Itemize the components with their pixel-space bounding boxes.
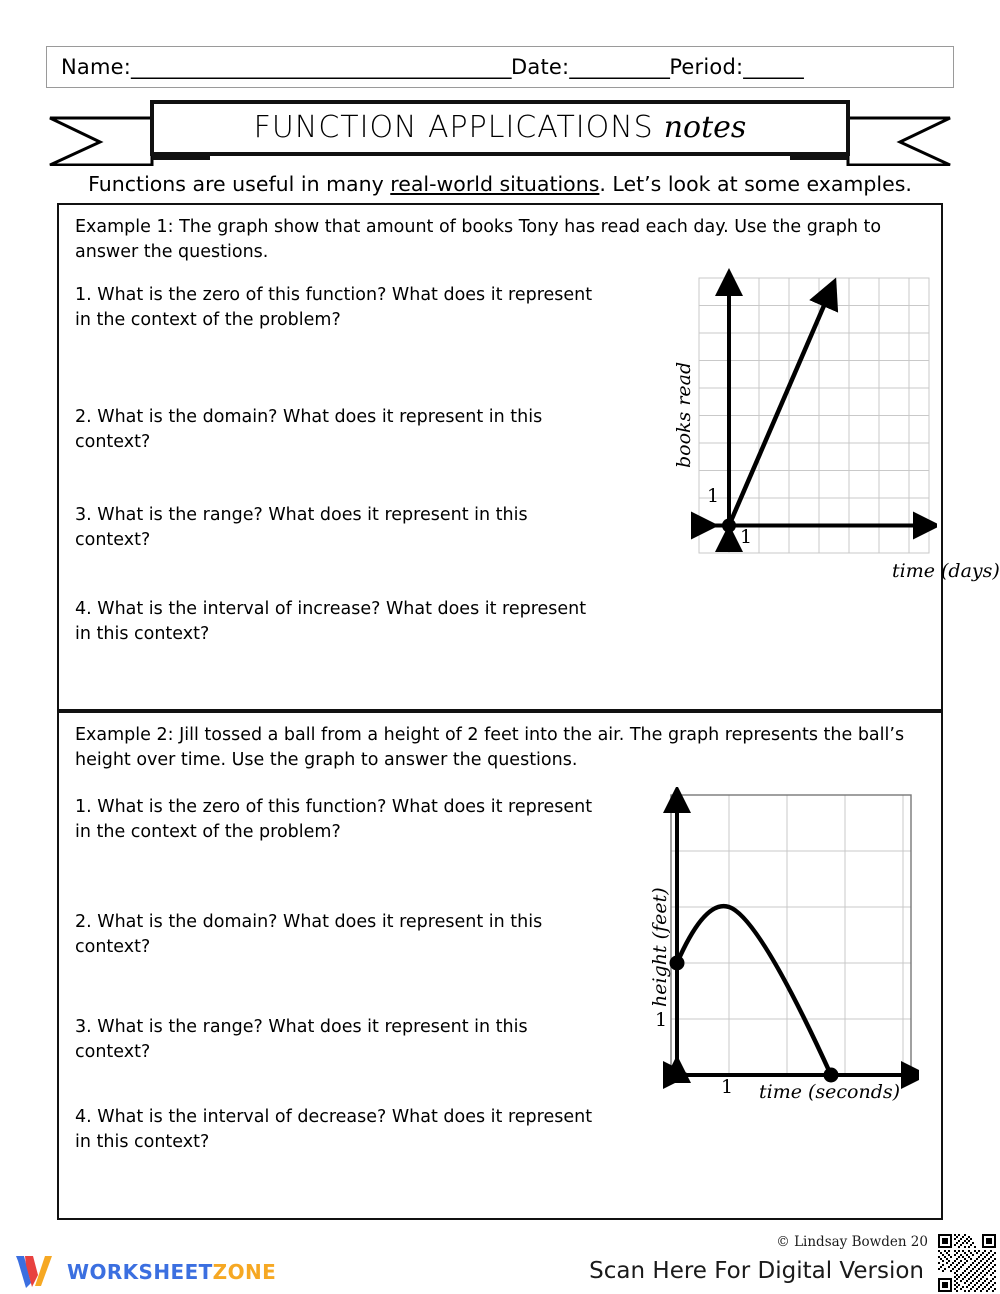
graph-1-line-series — [729, 294, 829, 526]
example-2-box — [57, 711, 943, 1220]
example-2-question-4: 4. What is the interval of decrease? What does it represent in this context? — [75, 1107, 593, 1153]
graph-2-y-tick-label: 1 — [655, 1009, 668, 1031]
intro-before: Functions are useful in many — [88, 172, 391, 196]
graph-2-x-axis-label: time (seconds) — [759, 1081, 901, 1103]
intro-underlined: real-world situations — [390, 172, 600, 196]
worksheet-zone-w-icon — [14, 1253, 58, 1291]
graph-1-origin-point — [722, 519, 736, 533]
worksheet-zone-logo[interactable] — [14, 1253, 276, 1291]
date-blank-line[interactable]: __________ — [569, 55, 670, 79]
example-1-question-1: 1. What is the zero of this function? What does it represent in the context of the problem? — [75, 285, 593, 331]
graph-1-x-tick-label: 1 — [740, 526, 753, 548]
graph-1-y-axis-label: books read — [673, 361, 695, 468]
banner-title-script: notes — [663, 109, 747, 145]
example-1-graph — [637, 268, 1000, 582]
graph-2-start-point — [670, 956, 685, 971]
example-1-prompt: Example 1: The graph show that amount of books Tony has read each day. Use the graph to answer the questions. — [75, 217, 882, 263]
title-banner — [42, 98, 958, 166]
logo-text-worksheet: WORKSHEET — [67, 1260, 213, 1284]
graph-2-svg — [599, 787, 919, 1107]
graph-2-gridlines — [671, 795, 911, 1075]
scan-prompt-text: Scan Here For Digital Version — [589, 1258, 924, 1284]
example-1-question-4: 4. What is the interval of increase? What does it represent in this context? — [75, 599, 587, 645]
example-1-box — [57, 203, 1000, 711]
period-label: Period: — [669, 55, 744, 79]
example-2-graph — [599, 787, 919, 1107]
date-label: Date: — [511, 55, 570, 79]
example-1-question-2: 2. What is the domain? What does it represent in this context? — [75, 407, 543, 453]
student-info-row — [61, 55, 803, 79]
logo-text-zone: ZONE — [212, 1260, 277, 1284]
example-1-question-3: 3. What is the range? What does it represent in this context? — [75, 505, 528, 551]
banner-title-main: FUNCTION APPLICATIONS — [253, 109, 654, 145]
intro-sentence — [0, 172, 1000, 196]
graph-2-parabola-series — [677, 906, 831, 1075]
example-2-question-1: 1. What is the zero of this function? What does it represent in the context of the problem? — [75, 797, 593, 843]
example-2-question-2: 2. What is the domain? What does it represent in this context? — [75, 912, 543, 958]
graph-2-y-axis-label: height (feet) — [649, 887, 671, 1007]
period-blank-line[interactable]: ______ — [743, 55, 804, 79]
qr-code[interactable] — [938, 1234, 996, 1292]
student-info-bar — [46, 46, 954, 88]
graph-2-x-tick-label: 1 — [721, 1076, 734, 1098]
graph-1-y-tick-label: 1 — [707, 485, 720, 507]
example-2-prompt: Example 2: Jill tossed a ball from a height of 2 feet into the air. The graph represents the ball’s height over time. Use the graph to answer the questions. — [75, 725, 905, 771]
intro-after: . Let’s look at some examples. — [599, 172, 912, 196]
copyright-notice: © Lindsay Bowden 20 — [776, 1234, 928, 1250]
name-blank-line[interactable]: ______________________________________ — [131, 55, 512, 79]
name-label: Name: — [61, 55, 132, 79]
example-2-question-3: 3. What is the range? What does it represent in this context? — [75, 1017, 528, 1063]
worksheet-zone-wordmark — [67, 1260, 276, 1284]
graph-1-x-axis-label: time (days) — [892, 560, 1000, 582]
banner-ribbon-graphic — [42, 98, 958, 166]
